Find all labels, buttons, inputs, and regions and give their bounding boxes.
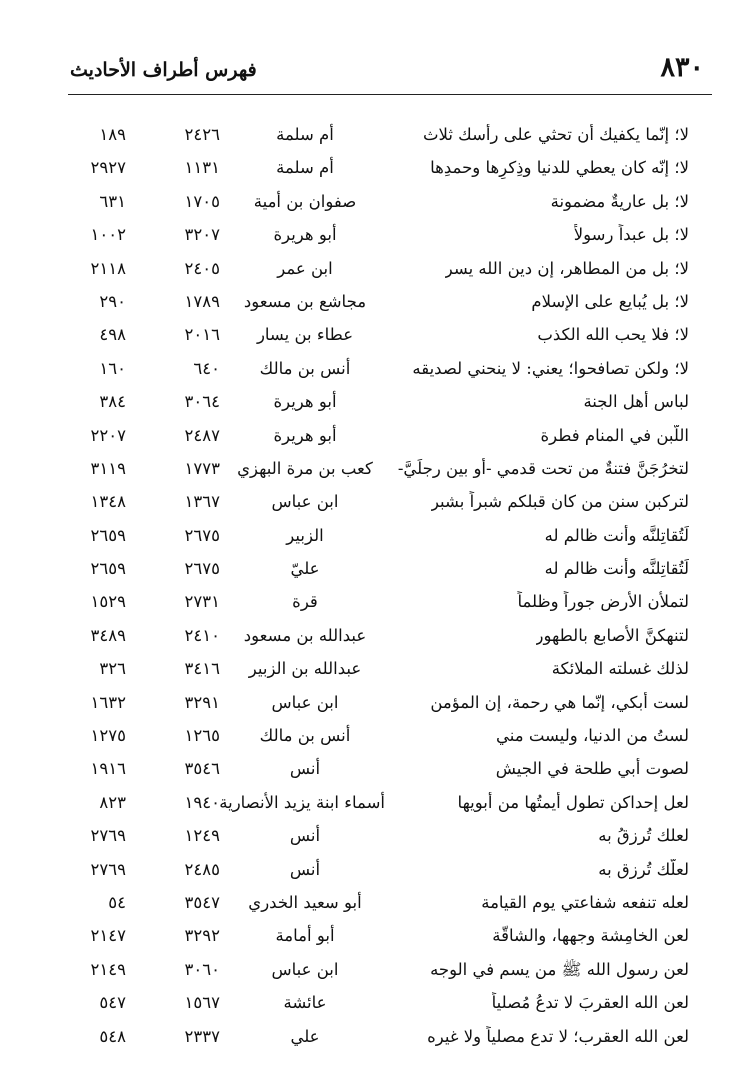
narrator-name: صفوان بن أمية	[253, 191, 357, 211]
page-reference: ١٩١٦	[90, 759, 126, 779]
page-header	[68, 50, 712, 95]
narrator-name: ابن عمر	[277, 258, 333, 278]
narrator-name: ابن عباس	[271, 959, 339, 979]
page-reference: ٥٤	[108, 892, 126, 912]
page-reference: ١٦٠	[99, 358, 126, 378]
hadith-text: لست أبكي، إنّما هي رحمة، إن المؤمن	[430, 692, 689, 712]
index-row	[0, 854, 756, 887]
page-reference: ٣٨٤	[99, 392, 126, 412]
hadith-text: لعلّك تُرزق به	[598, 859, 689, 879]
narrator-name: كعب بن مرة البهزي	[237, 458, 373, 478]
hadith-number: ٢٤١٠	[184, 625, 220, 645]
index-row	[0, 186, 756, 219]
hadith-text: لعل إحداكن تطول أيمتُها من أبويها	[457, 792, 689, 812]
hadith-text: لعله تنفعه شفاعتي يوم القيامة	[481, 892, 689, 912]
hadith-text: لا؛ بل يُبايع على الإسلام	[531, 291, 689, 311]
page-reference: ٣٢٦	[99, 659, 126, 679]
hadith-number: ١١٣١	[184, 158, 220, 178]
index-row	[0, 319, 756, 352]
hadith-number: ٢٤٢٦	[184, 125, 220, 144]
page-reference: ١٨٩	[99, 125, 126, 144]
index-row	[0, 687, 756, 720]
hadith-text: لا؛ بل من المطاهر، إن دين الله يسر	[444, 258, 689, 278]
index-row	[0, 920, 756, 953]
narrator-name: الزبير	[286, 525, 324, 545]
hadith-text: لعن الله العقرب؛ لا تدع مصلياً ولا غيره	[427, 1026, 689, 1046]
page-reference: ٨٢٣	[99, 792, 126, 812]
page-reference: ٢١٤٧	[90, 926, 126, 946]
hadith-text: لَتُقاتِلنَّه وأنت ظالم له	[544, 525, 689, 545]
narrator-name: أنس بن مالك	[259, 726, 351, 746]
page-reference: ٣٤٨٩	[90, 625, 126, 645]
hadith-number: ١٩٤٠	[184, 792, 220, 812]
narrator-name: أنس بن مالك	[259, 358, 351, 378]
hadith-number: ٢٤٨٧	[184, 425, 220, 445]
hadith-text: لتملأن الأرض جوراً وظلماً	[517, 592, 689, 612]
index-row	[0, 586, 756, 619]
index-row	[0, 954, 756, 987]
hadith-number: ٢٧٣١	[184, 592, 220, 612]
page-reference: ٢٧٦٩	[90, 859, 126, 879]
page-reference: ٦٣١	[99, 191, 126, 211]
index-row	[0, 653, 756, 686]
index-row	[0, 620, 756, 653]
narrator-name: أنس	[289, 826, 321, 846]
narrator-name: مجاشع بن مسعود	[243, 291, 367, 311]
index-row	[0, 720, 756, 753]
hadith-index-list	[0, 119, 756, 1054]
hadith-number: ٣٠٦٠	[184, 959, 220, 979]
hadith-text: لتخرُجَنَّ فتنةٌ من تحت قدمي -أو بين رجلَيَّ-	[397, 458, 689, 478]
running-title: فهرس أطراف الأحاديث	[70, 59, 257, 81]
hadith-text: لعن الله العقربَ لا تدعُ مُصلياً	[491, 993, 689, 1013]
index-row	[0, 152, 756, 185]
hadith-number: ١٣٦٧	[184, 492, 220, 512]
narrator-name: أبو هريرة	[273, 392, 337, 412]
page-reference: ٢٦٥٩	[90, 525, 126, 545]
page-reference: ٢٩٠	[99, 291, 126, 311]
narrator-name: قرة	[292, 592, 318, 612]
index-row	[0, 119, 756, 152]
index-row	[0, 787, 756, 820]
hadith-text: لذلك غسلته الملائكة	[551, 659, 689, 679]
hadith-text: لا؛ ولكن تصافحوا؛ يعني: لا ينحني لصديقه	[412, 358, 689, 378]
page-reference: ١٦٣٢	[90, 692, 126, 712]
narrator-name: عليّ	[290, 559, 320, 579]
index-row	[0, 420, 756, 453]
hadith-number: ٣٢٩٢	[184, 926, 220, 946]
hadith-text: اللَّبن في المنام فطرة	[540, 425, 689, 445]
hadith-number: ٢٦٧٥	[184, 525, 220, 545]
narrator-name: أبو سعيد الخدري	[248, 892, 362, 912]
index-row	[0, 253, 756, 286]
index-row	[0, 286, 756, 319]
hadith-text: لا؛ بل عبداً رسولاً	[573, 225, 689, 245]
page-reference: ٢١٤٩	[90, 959, 126, 979]
hadith-number: ١٧٨٩	[184, 291, 220, 311]
hadith-text: لعن رسول الله ﷺ من يسم في الوجه	[430, 959, 689, 979]
hadith-text: لعلك تُرزقُ به	[598, 826, 689, 846]
hadith-text: لباس أهل الجنة	[583, 392, 689, 412]
hadith-number: ٦٤٠	[193, 358, 220, 378]
hadith-number: ٢٠١٦	[184, 325, 220, 345]
page-reference: ٥٤٨	[99, 1026, 126, 1046]
hadith-number: ٣٠٦٤	[184, 392, 220, 412]
hadith-number: ١٢٤٩	[184, 826, 220, 846]
index-row	[0, 553, 756, 586]
page-reference: ٥٤٧	[99, 993, 126, 1013]
narrator-name: ابن عباس	[271, 492, 339, 512]
narrator-name: عبدالله بن مسعود	[243, 625, 367, 645]
page-number: ٨٣٠	[660, 52, 704, 83]
index-row	[0, 353, 756, 386]
hadith-text: لتركبن سنن من كان قبلكم شبراً بشبر	[430, 492, 689, 512]
narrator-name: أم سلمة	[276, 125, 334, 144]
page-reference: ١٠٠٢	[90, 225, 126, 245]
hadith-number: ٣٥٤٦	[184, 759, 220, 779]
narrator-name: أبو هريرة	[273, 425, 337, 445]
narrator-name: أسماء ابنة يزيد الأنصارية	[219, 792, 385, 812]
hadith-number: ١٧٠٥	[184, 191, 220, 211]
page-reference: ٣١١٩	[90, 458, 126, 478]
index-row	[0, 386, 756, 419]
hadith-number: ٣٢٠٧	[184, 225, 220, 245]
hadith-number: ١٧٧٣	[184, 458, 220, 478]
index-row	[0, 887, 756, 920]
narrator-name: علي	[290, 1026, 320, 1046]
index-row	[0, 486, 756, 519]
narrator-name: ابن عباس	[271, 692, 339, 712]
page-reference: ١٣٤٨	[90, 492, 126, 512]
hadith-number: ٣٥٤٧	[184, 892, 220, 912]
hadith-text: لتنهكنَّ الأصابع بالطهور	[535, 625, 689, 645]
index-row	[0, 820, 756, 853]
index-row	[0, 753, 756, 786]
page-reference: ٢٢٠٧	[90, 425, 126, 445]
hadith-text: لستُ من الدنيا، وليست مني	[496, 726, 689, 746]
index-row	[0, 520, 756, 553]
hadith-number: ١٥٦٧	[184, 993, 220, 1013]
narrator-name: أنس	[289, 759, 321, 779]
hadith-text: لا؛ بل عاريةٌ مضمونة	[550, 191, 689, 211]
hadith-number: ١٢٦٥	[184, 726, 220, 746]
page-reference: ١٢٧٥	[90, 726, 126, 746]
index-row	[0, 1021, 756, 1054]
narrator-name: عطاء بن يسار	[256, 325, 354, 345]
page-reference: ٢٧٦٩	[90, 826, 126, 846]
hadith-number: ٢٦٧٥	[184, 559, 220, 579]
page-reference: ٢١١٨	[90, 258, 126, 278]
hadith-number: ٢٤٨٥	[184, 859, 220, 879]
narrator-name: أنس	[289, 859, 321, 879]
hadith-text: لصوت أبي طلحة في الجيش	[495, 759, 689, 779]
hadith-text: لَتُقاتِلنَّه وأنت ظالم له	[544, 559, 689, 579]
index-row	[0, 987, 756, 1020]
hadith-number: ٢٣٣٧	[184, 1026, 220, 1046]
narrator-name: عائشة	[283, 993, 327, 1013]
hadith-text: لا؛ إنّه كان يعطي للدنيا وذِكرِها وحمدِها	[430, 158, 689, 178]
narrator-name: أبو أمامة	[275, 926, 335, 946]
narrator-name: أم سلمة	[276, 158, 334, 178]
hadith-number: ٢٤٠٥	[184, 258, 220, 278]
page-reference: ٢٩٢٧	[90, 158, 126, 178]
index-row	[0, 219, 756, 252]
page-reference: ١٥٢٩	[90, 592, 126, 612]
hadith-text: لا؛ فلا يحب الله الكذب	[537, 325, 689, 345]
hadith-text: لا؛ إنّما يكفيك أن تحثي على رأسك ثلاث	[422, 125, 689, 144]
hadith-number: ٣٢٩١	[184, 692, 220, 712]
page-reference: ٢٦٥٩	[90, 559, 126, 579]
page-reference: ٤٩٨	[99, 325, 126, 345]
narrator-name: عبدالله بن الزبير	[248, 659, 362, 679]
hadith-number: ٣٤١٦	[184, 659, 220, 679]
hadith-text: لعن الخامِشة وجهها، والشاقّة	[492, 926, 689, 946]
index-row	[0, 453, 756, 486]
narrator-name: أبو هريرة	[273, 225, 337, 245]
